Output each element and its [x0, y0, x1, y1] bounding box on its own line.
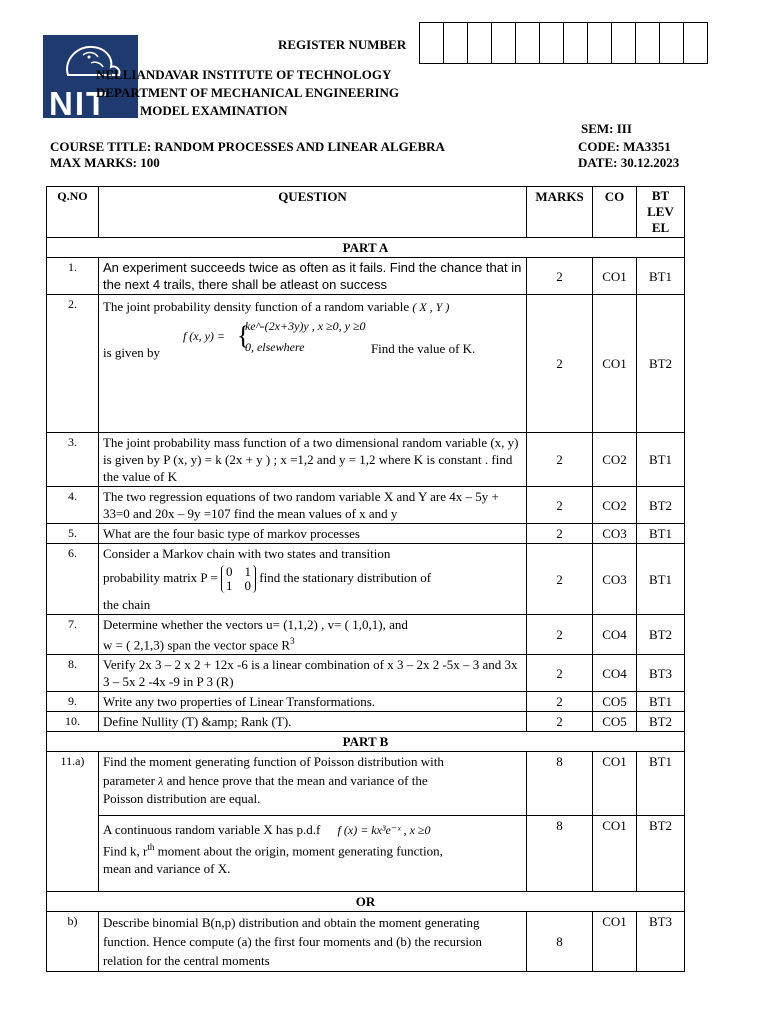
question-text [98, 816, 526, 892]
register-digit-box[interactable] [683, 22, 708, 64]
question-text [98, 295, 526, 433]
table-row [47, 524, 685, 544]
question-text [98, 752, 526, 816]
superscript: 3 [290, 636, 295, 646]
question-co: CO2 [593, 433, 637, 487]
register-digit-box[interactable] [563, 22, 588, 64]
question-number: b) [47, 912, 99, 972]
brace: { [236, 321, 250, 350]
pdf-formula: f (x) = kx³e⁻ˣ , x ≥0 [337, 823, 431, 838]
question-bt: BT2 [637, 712, 685, 732]
table-row [47, 433, 685, 487]
table-row [47, 912, 685, 972]
table-row [47, 752, 685, 816]
header-qno: Q.NO [47, 187, 99, 238]
matrix-cell: 0 [244, 578, 252, 593]
question-bt: BT2 [637, 615, 685, 655]
table-row [47, 692, 685, 712]
question-text: What are the four basic type of markov processes [98, 524, 526, 544]
question-number: 8. [47, 655, 99, 692]
question-text: An experiment succeeds twice as often as it fails. Find the chance that in the next 4 trails, there shall be atleast on success [98, 258, 526, 295]
question-number: 10. [47, 712, 99, 732]
question-bt: BT3 [637, 655, 685, 692]
question-number: 6. [47, 544, 99, 615]
formula-case-1: ke^-(2x+3y)y , x ≥0, y ≥0 [244, 319, 366, 333]
question-marks: 2 [527, 655, 593, 692]
question-co: CO4 [593, 615, 637, 655]
question-text-a: Consider a Markov chain with two states and transition [102, 546, 391, 561]
matrix-cell: 1 [226, 578, 233, 593]
question-text: The joint probability mass function of a two dimensional random variable (x, y) is given by P (x, y) = k (2x + y ) ; x =1,2 and y = 1,2 where K is constant . find the value of K [98, 433, 526, 487]
register-digit-box[interactable] [467, 22, 492, 64]
question-text-c: Find the value of K. [370, 341, 476, 356]
register-digit-box[interactable] [611, 22, 636, 64]
question-marks: 2 [527, 544, 593, 615]
register-digit-box[interactable] [635, 22, 660, 64]
question-text: Verify 2x 3 – 2 x 2 + 12x -6 is a linear combination of x 3 – 2x 2 -5x – 3 and 3x 3 – 5x 2 -4x -9 in P 3 (R) [98, 655, 526, 692]
question-text-c: and hence prove that the mean and variance of the [166, 773, 428, 789]
register-digit-box[interactable] [587, 22, 612, 64]
formula-case-2: 0, elsewhere [244, 340, 305, 354]
part-a-heading: PART A [47, 238, 685, 258]
register-digit-box[interactable] [419, 22, 444, 64]
question-text-a: Find the moment generating function of Poisson distribution with [102, 754, 444, 770]
part-b-heading: PART B [47, 732, 685, 752]
max-marks: MAX MARKS: 100 [50, 155, 160, 170]
course-title: COURSE TITLE: RANDOM PROCESSES AND LINEAR ALGEBRA [50, 139, 445, 154]
header-bt-level: BT LEV EL [637, 187, 685, 238]
question-text-c: find the stationary distribution of [259, 569, 432, 585]
question-number: 11.a) [47, 752, 99, 892]
question-text-b: w = ( 2,1,3) span the vector space R [102, 637, 291, 653]
question-marks: 8 [527, 816, 593, 892]
register-digit-box[interactable] [443, 22, 468, 64]
header-marks: MARKS [527, 187, 593, 238]
institute-name: NELLIANDAVAR INSTITUTE OF TECHNOLOGY [96, 67, 392, 82]
question-text-b: probability matrix P = [102, 569, 218, 585]
question-number: 7. [47, 615, 99, 655]
question-text: The two regression equations of two random variable X and Y are 4x – 5y + 33=0 and 20x – 9y =107 find the mean values of x and y [98, 487, 526, 524]
table-row [47, 258, 685, 295]
lambda-symbol: λ [158, 774, 164, 789]
question-text-d: the chain [102, 597, 151, 612]
table-row [47, 655, 685, 692]
question-number: 5. [47, 524, 99, 544]
question-co: CO1 [593, 258, 637, 295]
question-bt: BT2 [637, 487, 685, 524]
superscript: th [147, 842, 155, 853]
question-marks: 2 [527, 524, 593, 544]
question-co: CO5 [593, 692, 637, 712]
register-number-label: REGISTER NUMBER [278, 37, 407, 52]
question-marks: 8 [527, 752, 593, 816]
question-text-a: The joint probability density function of a random variable [102, 299, 410, 314]
question-number: 4. [47, 487, 99, 524]
question-number: 3. [47, 433, 99, 487]
header-co: CO [593, 187, 637, 238]
question-number: 2. [47, 295, 99, 433]
question-marks: 2 [527, 433, 593, 487]
question-bt: BT1 [637, 524, 685, 544]
question-co: CO2 [593, 487, 637, 524]
question-text-d: Poisson distribution are equal. [102, 791, 261, 807]
matrix-cell: 0 [226, 564, 233, 579]
table-row [47, 295, 685, 433]
question-marks: 8 [527, 912, 593, 972]
question-co: CO4 [593, 655, 637, 692]
question-co: CO3 [593, 524, 637, 544]
header-question: QUESTION [98, 187, 526, 238]
question-text-b: Find k, r [102, 843, 148, 859]
table-row [47, 712, 685, 732]
department-name: DEPARTMENT OF MECHANICAL ENGINEERING [96, 85, 400, 100]
question-bt: BT1 [637, 258, 685, 295]
matrix-cell: 1 [244, 564, 252, 579]
question-marks: 2 [527, 258, 593, 295]
variable-xy: ( X , Y ) [412, 300, 450, 314]
table-row [47, 544, 685, 615]
question-marks: 2 [527, 712, 593, 732]
question-bt: BT2 [637, 816, 685, 892]
question-co: CO3 [593, 544, 637, 615]
question-marks: 2 [527, 487, 593, 524]
question-text-c: moment about the origin, moment generating function, [157, 843, 443, 859]
question-text-b: is given by [102, 345, 161, 360]
question-table [46, 186, 685, 972]
question-text: Write any two properties of Linear Transformations. [98, 692, 526, 712]
question-text: Describe binomial B(n,p) distribution and obtain the moment generating function. Hence compute (a) the first four moments and (b) the recursion relation for the central moments [98, 912, 526, 972]
table-row [47, 615, 685, 655]
question-bt: BT3 [637, 912, 685, 972]
question-marks: 2 [527, 615, 593, 655]
question-bt: BT2 [637, 295, 685, 433]
question-marks: 2 [527, 692, 593, 712]
register-digit-box[interactable] [539, 22, 564, 64]
question-text-d: mean and variance of X. [102, 860, 231, 876]
transition-matrix [221, 565, 256, 593]
register-number-boxes[interactable] [420, 22, 708, 64]
question-co: CO1 [593, 912, 637, 972]
question-text [98, 544, 526, 615]
question-bt: BT1 [637, 433, 685, 487]
question-number: 1. [47, 258, 99, 295]
register-digit-box[interactable] [659, 22, 684, 64]
question-co: CO1 [593, 295, 637, 433]
question-co: CO1 [593, 752, 637, 816]
question-bt: BT1 [637, 752, 685, 816]
or-divider: OR [47, 892, 685, 912]
question-text [98, 615, 526, 655]
course-code: CODE: MA3351 [578, 139, 671, 154]
table-header-row [47, 187, 685, 238]
question-text-b: parameter [102, 773, 155, 789]
register-digit-box[interactable] [491, 22, 516, 64]
question-co: CO5 [593, 712, 637, 732]
semester: SEM: III [581, 121, 632, 136]
table-row [47, 816, 685, 892]
question-text-a: A continuous random variable X has p.d.f [102, 822, 321, 838]
exam-date: DATE: 30.12.2023 [578, 155, 680, 170]
question-co: CO1 [593, 816, 637, 892]
question-number: 9. [47, 692, 99, 712]
logo-text: NIT [49, 85, 109, 118]
table-row [47, 487, 685, 524]
question-bt: BT1 [637, 692, 685, 712]
register-digit-box[interactable] [515, 22, 540, 64]
question-text-a: Determine whether the vectors u= (1,1,2) , v= ( 1,0,1), and [102, 617, 408, 632]
question-text: Define Nullity (T) &amp; Rank (T). [98, 712, 526, 732]
question-bt: BT1 [637, 544, 685, 615]
question-marks: 2 [527, 295, 593, 433]
formula-lhs: f (x, y) = [182, 329, 226, 343]
exam-title: MODEL EXAMINATION [140, 103, 288, 118]
